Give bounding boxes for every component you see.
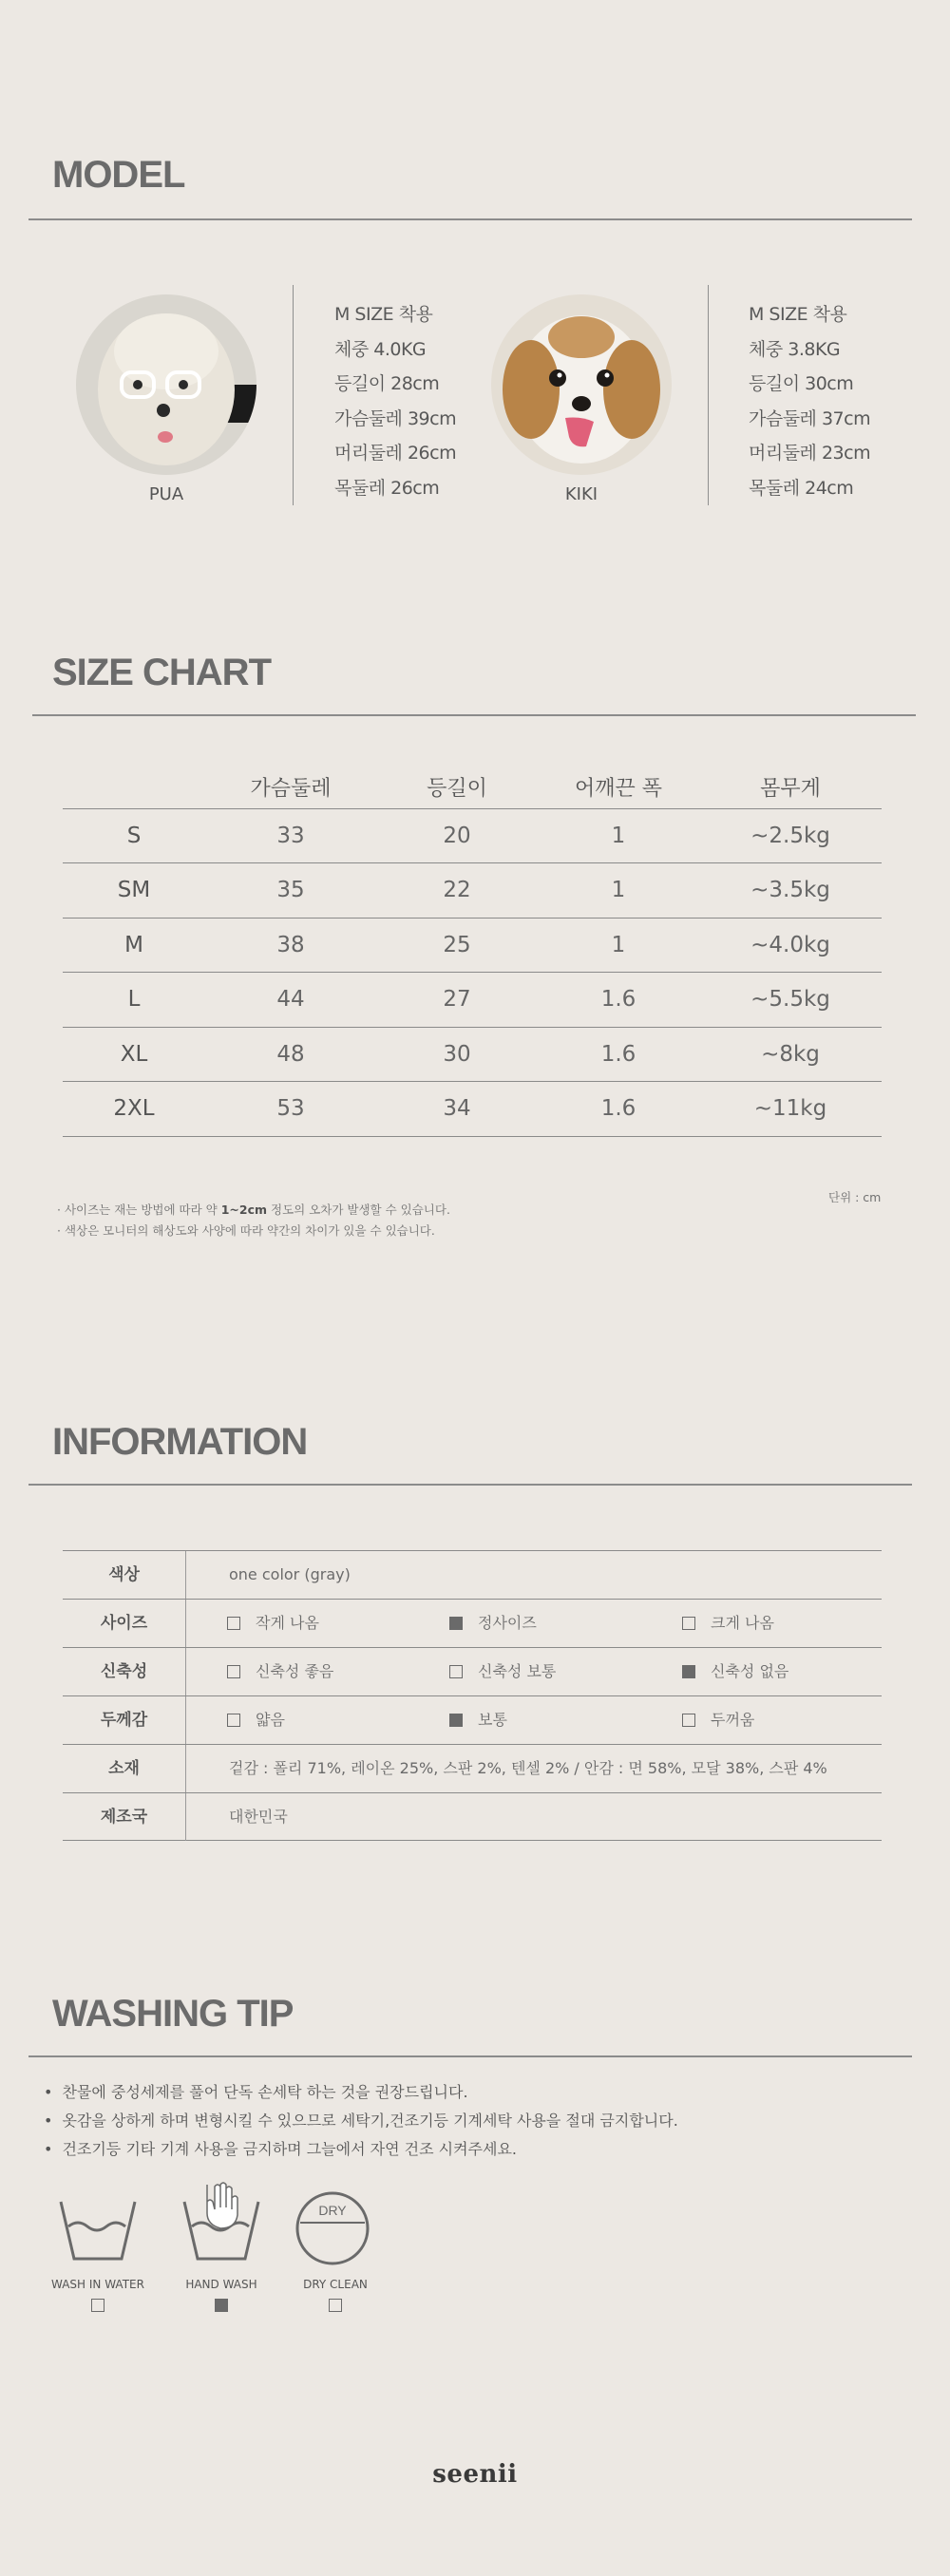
option-regular: 정사이즈 — [449, 1600, 537, 1647]
washing-tip: • 옷감을 상하게 하며 변형시킬 수 있으므로 세탁기,건조기등 기계세탁 사용을 절대 금지합니다. — [44, 2109, 678, 2131]
table-cell: ~8kg — [699, 1027, 882, 1082]
size-chart-title: SIZE CHART — [52, 652, 271, 693]
info-row-origin — [63, 1792, 882, 1841]
washing-title: WASHING TIP — [52, 1993, 294, 2035]
table-cell: 33 — [205, 808, 376, 863]
table-cell: ~4.0kg — [699, 918, 882, 973]
info-label: 사이즈 — [63, 1600, 186, 1647]
info-value: 겉감 : 폴리 71%, 레이온 25%, 스판 2%, 텐셀 2% / 안감 : 면 58%, 모달 38%, 스판 4% — [229, 1759, 827, 1777]
spec-line: 등길이 30cm — [749, 373, 854, 394]
spec-line: 목둘레 24cm — [749, 477, 854, 499]
table-cell: 25 — [376, 918, 538, 973]
model-specs-pua — [334, 297, 456, 505]
table-cell: ~5.5kg — [699, 973, 882, 1028]
wash-checkbox — [329, 2299, 342, 2312]
info-value: 대한민국 — [229, 1808, 288, 1826]
checkbox — [449, 1617, 463, 1630]
table-cell: 35 — [205, 863, 376, 919]
model-divider — [708, 285, 709, 505]
wash-label: HAND WASH — [185, 2278, 257, 2291]
wash-checkbox — [91, 2299, 104, 2312]
table-cell: 1 — [538, 918, 699, 973]
column-header: 몸무게 — [760, 776, 821, 801]
model-section-title: MODEL — [52, 154, 185, 196]
pua-photo — [76, 294, 256, 475]
option-thick: 두꺼움 — [682, 1696, 754, 1744]
info-row-color — [63, 1550, 882, 1599]
column-header — [63, 766, 205, 808]
spec-line: 등길이 28cm — [334, 373, 440, 394]
option-stretch-none: 신축성 없음 — [682, 1648, 788, 1695]
info-label: 색상 — [63, 1551, 186, 1599]
washing-tip: • 찬물에 중성세제를 풀어 단독 손세탁 하는 것을 권장드립니다. — [44, 2080, 468, 2102]
spec-line: 머리둘레 23cm — [749, 443, 871, 464]
wash-tub-icon — [55, 2188, 141, 2264]
table-row — [63, 1027, 882, 1082]
table-cell: 27 — [376, 973, 538, 1028]
size-note: · 사이즈는 재는 방법에 따라 약 1~2cm 정도의 오차가 발생할 수 있습니다. — [57, 1203, 450, 1217]
checkbox — [682, 1617, 695, 1630]
table-cell: ~2.5kg — [699, 808, 882, 863]
model-divider — [293, 285, 294, 505]
table-cell: M — [63, 918, 205, 973]
dry-clean-icon — [294, 2190, 370, 2266]
model-name-kiki: KIKI — [564, 484, 598, 504]
table-cell: 1 — [538, 808, 699, 863]
unit-label: 단위 : cm — [828, 1190, 882, 1204]
table-cell: 53 — [205, 1082, 376, 1137]
option-large: 크게 나옴 — [682, 1600, 774, 1647]
hand-wash-icon — [179, 2181, 264, 2264]
option-stretch-normal: 신축성 보통 — [449, 1648, 556, 1695]
option-stretch-good: 신축성 좋음 — [227, 1648, 333, 1695]
information-title: INFORMATION — [52, 1421, 308, 1463]
info-label: 두께감 — [63, 1696, 186, 1744]
option-thin: 얇음 — [227, 1696, 285, 1744]
washing-tip: • 건조기등 기타 기계 사용을 금지하며 그늘에서 자연 건조 시켜주세요. — [44, 2137, 517, 2159]
table-cell: L — [63, 973, 205, 1028]
table-cell: S — [63, 808, 205, 863]
table-row — [63, 973, 882, 1028]
size-chart-rule — [32, 714, 916, 716]
info-row-stretch — [63, 1647, 882, 1695]
table-cell: 30 — [376, 1027, 538, 1082]
option-small: 작게 나옴 — [227, 1600, 319, 1647]
wash-label: DRY CLEAN — [303, 2278, 368, 2291]
info-row-thickness — [63, 1695, 882, 1744]
table-cell: 44 — [205, 973, 376, 1028]
info-label: 소재 — [63, 1745, 186, 1792]
checkbox — [227, 1714, 240, 1727]
column-header: 가슴둘레 — [250, 776, 332, 801]
spec-line: 가슴둘레 39cm — [334, 407, 457, 429]
model-name-pua: PUA — [148, 484, 184, 504]
spec-line: M SIZE 착용 — [749, 304, 847, 325]
checkbox — [227, 1617, 240, 1630]
spec-line: 체중 4.0KG — [334, 338, 427, 360]
table-cell: 34 — [376, 1082, 538, 1137]
spec-line: 가슴둘레 37cm — [749, 407, 871, 429]
checkbox — [682, 1665, 695, 1678]
table-cell: SM — [63, 863, 205, 919]
column-header: 어깨끈 폭 — [574, 776, 662, 801]
table-row — [63, 918, 882, 973]
info-value: one color (gray) — [229, 1565, 351, 1583]
model-title-rule — [28, 218, 912, 220]
wash-label: WASH IN WATER — [51, 2278, 144, 2291]
info-row-size — [63, 1599, 882, 1647]
table-cell: ~3.5kg — [699, 863, 882, 919]
checkbox — [449, 1665, 463, 1678]
checkbox — [227, 1665, 240, 1678]
spec-line: 체중 3.8KG — [749, 338, 841, 360]
wash-checkbox — [215, 2299, 228, 2312]
table-cell: ~11kg — [699, 1082, 882, 1137]
model-specs-kiki — [749, 297, 870, 505]
information-rule — [28, 1484, 912, 1486]
table-cell: 1 — [538, 863, 699, 919]
info-label: 신축성 — [63, 1648, 186, 1695]
spec-line: M SIZE 착용 — [334, 304, 433, 325]
table-cell: 38 — [205, 918, 376, 973]
checkbox — [449, 1714, 463, 1727]
table-cell: XL — [63, 1027, 205, 1082]
color-note: · 색상은 모니터의 해상도와 사양에 따라 약간의 차이가 있을 수 있습니다. — [57, 1223, 435, 1238]
table-cell: 1.6 — [538, 973, 699, 1028]
size-table — [63, 766, 882, 1137]
table-cell: 1.6 — [538, 1027, 699, 1082]
kiki-photo — [491, 294, 672, 475]
brand-logo: seenii — [432, 2460, 518, 2489]
option-medium: 보통 — [449, 1696, 507, 1744]
svg-text:DRY: DRY — [318, 2203, 347, 2218]
table-cell: 22 — [376, 863, 538, 919]
table-row — [63, 808, 882, 863]
table-row — [63, 863, 882, 919]
spec-line: 머리둘레 26cm — [334, 443, 457, 464]
spec-line: 목둘레 26cm — [334, 477, 440, 499]
table-cell: 1.6 — [538, 1082, 699, 1137]
column-header: 등길이 — [427, 776, 487, 801]
info-row-material — [63, 1744, 882, 1792]
table-row — [63, 1082, 882, 1137]
table-cell: 20 — [376, 808, 538, 863]
washing-rule — [28, 2055, 912, 2057]
info-label: 제조국 — [63, 1793, 186, 1841]
size-table-header — [63, 766, 882, 808]
table-cell: 2XL — [63, 1082, 205, 1137]
checkbox — [682, 1714, 695, 1727]
table-cell: 48 — [205, 1027, 376, 1082]
